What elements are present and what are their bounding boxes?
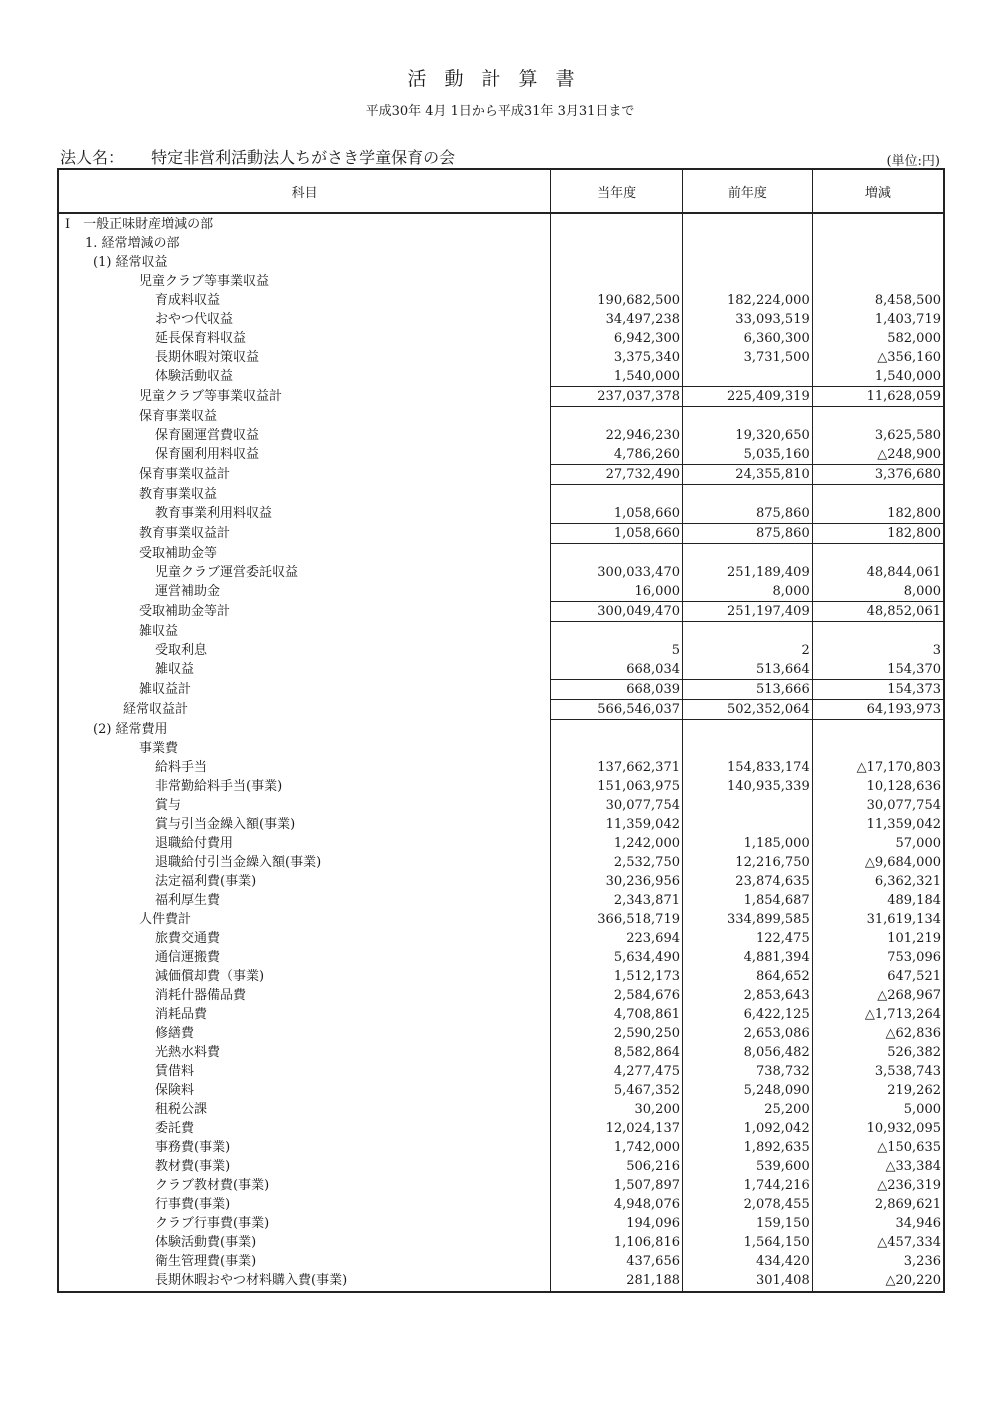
current-year-value: 34,497,238 [551,310,683,329]
table-row [58,387,944,407]
current-year-value: 190,682,500 [551,291,683,310]
header-previous-year: 前年度 [683,169,813,213]
change-value: 3,625,580 [812,426,944,445]
current-year-value [551,407,683,427]
change-value [812,234,944,253]
change-value: 1,540,000 [812,367,944,387]
fiscal-period: 平成30年 4月 1日から平成31年 3月31日まで [365,104,635,119]
table-row [58,777,944,796]
row-label: 退職給付引当金繰入額(事業) [155,855,322,870]
row-label: 事業費 [139,741,179,756]
previous-year-value: 738,732 [683,1062,813,1081]
table-row [58,329,944,348]
current-year-value: 1,058,660 [551,504,683,524]
change-value: 10,128,636 [812,777,944,796]
row-label: 児童クラブ等事業収益計 [139,389,283,404]
row-label: 延長保育料収益 [155,331,247,346]
row-label: 保育事業収益 [139,408,218,424]
current-year-value [551,622,683,642]
change-value: 182,800 [812,524,944,544]
previous-year-value: 2,853,643 [683,986,813,1005]
table-row [58,1100,944,1119]
table-row [58,1005,944,1024]
current-year-value: 2,343,871 [551,891,683,910]
current-year-value: 8,582,864 [551,1043,683,1062]
table-row [58,758,944,777]
table-row [58,834,944,853]
table-row [58,815,944,834]
row-label: 長期休暇おやつ材料購入費(事業) [155,1273,348,1288]
row-label: 受取利息 [155,643,208,658]
table-row [58,1233,944,1252]
table-row [58,986,944,1005]
previous-year-value: 8,000 [683,582,813,602]
previous-year-value: 1,185,000 [683,834,813,853]
row-label: おやつ代収益 [155,312,234,327]
current-year-value: 2,532,750 [551,853,683,872]
table-row [58,1138,944,1157]
row-label: 給料手当 [155,760,208,775]
previous-year-value: 875,860 [683,504,813,524]
row-label: 1. 経常増減の部 [85,236,180,251]
current-year-value [551,253,683,272]
current-year-value: 1,106,816 [551,1233,683,1252]
current-year-value [551,234,683,253]
row-label: 運営補助金 [155,584,221,600]
current-year-value: 151,063,975 [551,777,683,796]
row-label: I 一般正味財産増減の部 [65,217,214,232]
previous-year-value: 502,352,064 [683,700,813,720]
previous-year-value: 24,355,810 [683,465,813,485]
current-year-value: 5,634,490 [551,948,683,967]
previous-year-value: 122,475 [683,929,813,948]
previous-year-value: 154,833,174 [683,758,813,777]
header-change: 増減 [812,169,944,213]
previous-year-value: 8,056,482 [683,1043,813,1062]
change-value: △150,635 [812,1138,944,1157]
change-value [812,739,944,758]
previous-year-value: 25,200 [683,1100,813,1119]
previous-year-value [683,367,813,387]
table-row [58,1043,944,1062]
table-row [58,872,944,891]
previous-year-value: 1,854,687 [683,891,813,910]
current-year-value: 1,507,897 [551,1176,683,1195]
previous-year-value: 1,092,042 [683,1119,813,1138]
current-year-value [551,544,683,564]
current-year-value: 22,946,230 [551,426,683,445]
change-value: 64,193,973 [812,700,944,720]
previous-year-value: 4,881,394 [683,948,813,967]
previous-year-value: 3,731,500 [683,348,813,367]
change-value: △33,384 [812,1157,944,1176]
previous-year-value: 1,744,216 [683,1176,813,1195]
table-row [58,796,944,815]
current-year-value: 1,540,000 [551,367,683,387]
table-row [58,234,944,253]
row-label: 人件費計 [139,912,192,927]
change-value: 753,096 [812,948,944,967]
change-value [812,213,944,234]
current-year-value: 437,656 [551,1252,683,1271]
table-row [58,1195,944,1214]
current-year-value: 4,708,861 [551,1005,683,1024]
previous-year-value: 251,197,409 [683,602,813,622]
change-value [812,407,944,427]
change-value: 489,184 [812,891,944,910]
change-value: 10,932,095 [812,1119,944,1138]
change-value: 219,262 [812,1081,944,1100]
change-value: 1,403,719 [812,310,944,329]
change-value: 34,946 [812,1214,944,1233]
row-label: (2) 経常費用 [93,721,168,737]
change-value [812,485,944,505]
change-value: 8,000 [812,582,944,602]
table-body [58,213,944,1292]
current-year-value: 1,512,173 [551,967,683,986]
previous-year-value: 513,664 [683,660,813,680]
previous-year-value: 23,874,635 [683,872,813,891]
change-value: 647,521 [812,967,944,986]
current-year-value: 137,662,371 [551,758,683,777]
row-label: 通信運搬費 [155,950,221,965]
current-year-value: 223,694 [551,929,683,948]
previous-year-value: 434,420 [683,1252,813,1271]
table-row [58,1119,944,1138]
current-year-value [551,213,683,234]
table-row [58,291,944,310]
row-label: 児童クラブ運営委託収益 [155,565,299,580]
table-row [58,1157,944,1176]
change-value: 526,382 [812,1043,944,1062]
change-value: △17,170,803 [812,758,944,777]
row-label: 経常収益計 [123,702,189,717]
current-year-value: 2,584,676 [551,986,683,1005]
row-label: 行事費(事業) [155,1197,231,1212]
current-year-value: 566,546,037 [551,700,683,720]
table-row [58,660,944,680]
previous-year-value: 875,860 [683,524,813,544]
table-row [58,348,944,367]
previous-year-value: 5,248,090 [683,1081,813,1100]
header-current-year: 当年度 [551,169,683,213]
change-value: 57,000 [812,834,944,853]
row-label: 消耗品費 [155,1007,208,1022]
current-year-value: 3,375,340 [551,348,683,367]
change-value: 8,458,500 [812,291,944,310]
table-row [58,407,944,427]
table-row [58,1081,944,1100]
row-label: 体験活動費(事業) [155,1235,257,1250]
change-value: △457,334 [812,1233,944,1252]
change-value: △356,160 [812,348,944,367]
activity-statement-table [57,168,945,1293]
current-year-value [551,720,683,740]
row-label: 受取補助金等計 [139,604,231,619]
row-label: 保育事業収益計 [139,467,231,482]
table-row [58,700,944,720]
table-row [58,910,944,929]
table-row [58,739,944,758]
change-value: 582,000 [812,329,944,348]
change-value: 6,362,321 [812,872,944,891]
table-header-row [58,169,944,213]
previous-year-value [683,739,813,758]
current-year-value: 1,242,000 [551,834,683,853]
table-row [58,891,944,910]
table-row [58,853,944,872]
current-year-value: 300,049,470 [551,602,683,622]
previous-year-value: 513,666 [683,680,813,700]
current-year-value: 12,024,137 [551,1119,683,1138]
row-label: 受取補助金等 [139,545,218,561]
previous-year-value [683,720,813,740]
change-value: 3,376,680 [812,465,944,485]
row-label: (1) 経常収益 [93,255,168,270]
table-row [58,524,944,544]
table-row [58,253,944,272]
header-account: 科目 [58,169,551,213]
row-label: 雑収益計 [139,682,192,697]
change-value [812,272,944,291]
previous-year-value: 251,189,409 [683,563,813,582]
change-value: △62,836 [812,1024,944,1043]
change-value: △268,967 [812,986,944,1005]
previous-year-value: 140,935,339 [683,777,813,796]
current-year-value: 4,277,475 [551,1062,683,1081]
previous-year-value: 2 [683,641,813,660]
change-value: 5,000 [812,1100,944,1119]
change-value: 30,077,754 [812,796,944,815]
current-year-value: 6,942,300 [551,329,683,348]
table-row [58,622,944,642]
row-label: 賞与 [155,798,182,813]
current-year-value: 1,742,000 [551,1138,683,1157]
change-value: 3 [812,641,944,660]
row-label: クラブ教材費(事業) [155,1178,270,1193]
change-value: 31,619,134 [812,910,944,929]
row-label: 衛生管理費(事業) [155,1254,257,1269]
row-label: 体験活動収益 [155,369,234,385]
change-value: △9,684,000 [812,853,944,872]
change-value: 11,628,059 [812,387,944,407]
row-label: 教材費(事業) [155,1159,231,1174]
previous-year-value [683,253,813,272]
row-label: 光熱水料費 [155,1045,221,1060]
table-row [58,445,944,465]
previous-year-value: 864,652 [683,967,813,986]
current-year-value: 300,033,470 [551,563,683,582]
row-label: 保育園利用料収益 [155,447,260,463]
previous-year-value [683,272,813,291]
row-label: クラブ行事費(事業) [155,1216,270,1231]
table-row [58,680,944,700]
previous-year-value: 12,216,750 [683,853,813,872]
previous-year-value: 225,409,319 [683,387,813,407]
current-year-value: 194,096 [551,1214,683,1233]
previous-year-value: 5,035,160 [683,445,813,465]
change-value: 3,236 [812,1252,944,1271]
table-row [58,1271,944,1292]
row-label: 消耗什器備品費 [155,988,247,1003]
change-value: 48,844,061 [812,563,944,582]
current-year-value: 11,359,042 [551,815,683,834]
current-year-value: 5,467,352 [551,1081,683,1100]
current-year-value: 27,732,490 [551,465,683,485]
table-row [58,602,944,622]
row-label: 雑収益 [155,662,195,678]
table-row [58,485,944,505]
current-year-value: 5 [551,641,683,660]
previous-year-value: 33,093,519 [683,310,813,329]
current-year-value: 366,518,719 [551,910,683,929]
change-value: △236,319 [812,1176,944,1195]
row-label: 保険料 [155,1083,195,1098]
table-row [58,544,944,564]
previous-year-value: 2,653,086 [683,1024,813,1043]
row-label: 賃借料 [155,1064,195,1079]
row-label: 保育園運営費収益 [155,428,260,443]
current-year-value: 668,039 [551,680,683,700]
previous-year-value [683,544,813,564]
change-value: 48,852,061 [812,602,944,622]
current-year-value: 16,000 [551,582,683,602]
table-row [58,1176,944,1195]
change-value [812,622,944,642]
row-label: 減価償却費（事業) [155,969,265,984]
row-label: 教育事業収益 [139,486,218,502]
change-value: 11,359,042 [812,815,944,834]
row-label: 長期休暇対策収益 [155,350,260,365]
row-label: 退職給付費用 [155,836,234,851]
table-row [58,465,944,485]
current-year-value: 237,037,378 [551,387,683,407]
table-row [58,967,944,986]
current-year-value [551,272,683,291]
previous-year-value: 19,320,650 [683,426,813,445]
previous-year-value [683,407,813,427]
table-row [58,1214,944,1233]
row-label: 非常勤給料手当(事業) [155,779,283,794]
corporation-line [60,145,455,168]
table-row [58,1252,944,1271]
previous-year-value: 159,150 [683,1214,813,1233]
row-label: 雑収益 [139,623,179,639]
change-value: △248,900 [812,445,944,465]
table-row [58,426,944,445]
row-label: 事務費(事業) [155,1140,231,1155]
previous-year-value [683,485,813,505]
change-value [812,544,944,564]
change-value: 2,869,621 [812,1195,944,1214]
document-title: 活動計算書 [407,68,593,90]
change-value: 154,370 [812,660,944,680]
previous-year-value: 6,422,125 [683,1005,813,1024]
previous-year-value: 1,564,150 [683,1233,813,1252]
row-label: 租税公課 [155,1102,208,1117]
row-label: 法定福利費(事業) [155,874,257,889]
table-row [58,563,944,582]
previous-year-value: 182,224,000 [683,291,813,310]
previous-year-value: 539,600 [683,1157,813,1176]
change-value [812,720,944,740]
row-label: 育成料収益 [155,293,221,308]
current-year-value: 30,200 [551,1100,683,1119]
row-label: 修繕費 [155,1026,195,1041]
row-label: 福利厚生費 [155,893,221,908]
previous-year-value [683,213,813,234]
corporation-label: 法人名： [60,148,125,167]
previous-year-value [683,796,813,815]
current-year-value [551,485,683,505]
table-row [58,272,944,291]
previous-year-value: 6,360,300 [683,329,813,348]
table-row [58,929,944,948]
row-label: 教育事業利用料収益 [155,506,273,522]
current-year-value: 668,034 [551,660,683,680]
table-row [58,310,944,329]
change-value: △1,713,264 [812,1005,944,1024]
current-year-value: 4,786,260 [551,445,683,465]
table-row [58,720,944,740]
row-label: 教育事業収益計 [139,526,231,541]
current-year-value: 30,236,956 [551,872,683,891]
table-row [58,213,944,234]
current-year-value: 2,590,250 [551,1024,683,1043]
table-row [58,582,944,602]
row-label: 賞与引当金繰入額(事業) [155,817,296,832]
change-value [812,253,944,272]
table-row [58,641,944,660]
row-label: 委託費 [155,1121,195,1136]
current-year-value: 4,948,076 [551,1195,683,1214]
previous-year-value [683,622,813,642]
unit-label: (単位:円) [886,154,940,169]
previous-year-value: 334,899,585 [683,910,813,929]
current-year-value: 506,216 [551,1157,683,1176]
previous-year-value [683,815,813,834]
change-value: 182,800 [812,504,944,524]
table-row [58,367,944,387]
change-value: 101,219 [812,929,944,948]
current-year-value: 281,188 [551,1271,683,1292]
table-row [58,1062,944,1081]
table-row [58,504,944,524]
current-year-value [551,739,683,758]
change-value: 3,538,743 [812,1062,944,1081]
corporation-name: 特定非営利活動法人ちがさき学童保育の会 [151,148,456,167]
current-year-value: 30,077,754 [551,796,683,815]
row-label: 児童クラブ等事業収益 [139,274,270,289]
previous-year-value [683,234,813,253]
table-row [58,948,944,967]
change-value: △20,220 [812,1271,944,1292]
previous-year-value: 2,078,455 [683,1195,813,1214]
change-value: 154,373 [812,680,944,700]
table-row [58,1024,944,1043]
previous-year-value: 1,892,635 [683,1138,813,1157]
row-label: 旅費交通費 [155,931,221,946]
previous-year-value: 301,408 [683,1271,813,1292]
current-year-value: 1,058,660 [551,524,683,544]
